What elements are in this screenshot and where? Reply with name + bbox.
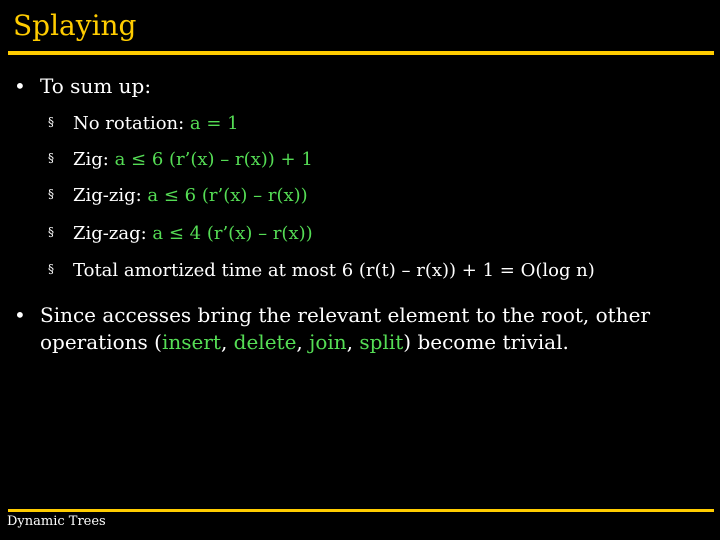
formula: a ≤ 6 (r’(x) – r(x)) + 1 (114, 149, 313, 170)
text-part: Since accesses bring the relevant element to the root, other operations ( (40, 303, 650, 354)
sub-item-zig (48, 148, 313, 171)
sub-item-label: Zig: (73, 149, 115, 170)
bullet-dot: • (14, 74, 26, 98)
op-split: split (359, 330, 404, 354)
formula: a ≤ 6 (r’(x) – r(x)) (147, 185, 308, 206)
square-bullet-icon: § (48, 225, 54, 239)
formula: a = 1 (189, 113, 239, 134)
sub-item-label: Zig-zag: (73, 223, 153, 244)
bullet-summary (14, 73, 151, 100)
op-delete: delete (233, 330, 297, 354)
title-rule (8, 51, 714, 55)
bullet-dot: • (14, 303, 26, 327)
text-part: ) become trivial. (403, 330, 569, 354)
separator: , (346, 330, 360, 354)
bullet-operations-text (40, 302, 704, 356)
formula: a ≤ 4 (r’(x) – r(x)) (152, 223, 313, 244)
square-bullet-icon: § (48, 187, 54, 201)
separator: , (220, 330, 234, 354)
op-join: join (309, 330, 347, 354)
sub-item-no-rotation (48, 112, 239, 135)
op-insert: insert (161, 330, 221, 354)
sub-item-zig-zig (48, 184, 308, 207)
sub-item-label: Zig-zig: (73, 185, 148, 206)
footer-text: Dynamic Trees (7, 514, 106, 529)
sub-item-zig-zag (48, 222, 313, 245)
square-bullet-icon: § (48, 151, 54, 165)
slide-title: Splaying (13, 9, 137, 42)
footer-rule (8, 509, 714, 512)
bullet-operations (14, 302, 704, 356)
separator: , (296, 330, 310, 354)
sub-item-label: No rotation: (73, 113, 190, 134)
sub-item-label: Total amortized time at most 6 (r(t) – r(x)) + 1 = O(log n) (73, 260, 595, 281)
bullet-summary-text: To sum up: (40, 74, 152, 98)
square-bullet-icon: § (48, 115, 54, 129)
square-bullet-icon: § (48, 262, 54, 276)
sub-item-total (48, 259, 595, 282)
